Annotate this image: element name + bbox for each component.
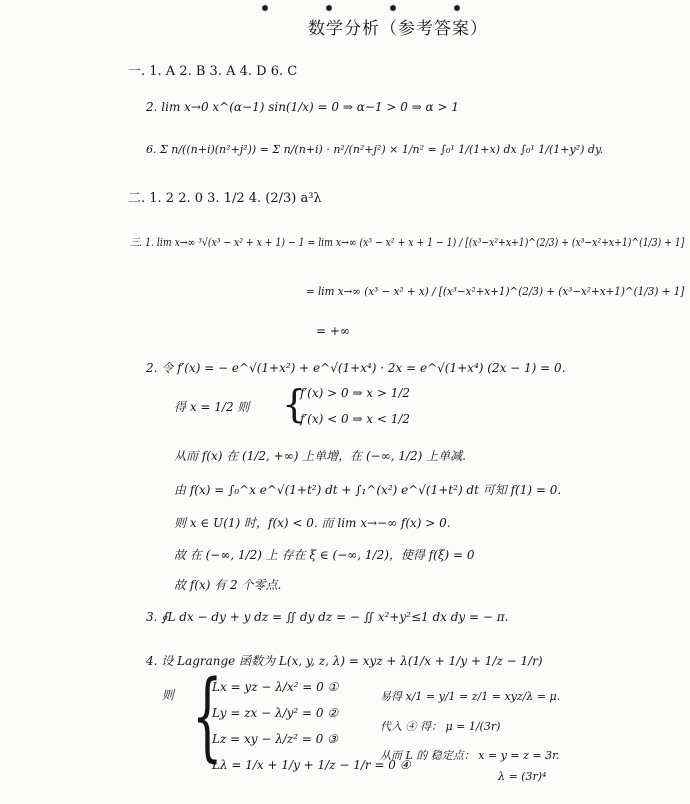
part3-q1-line2: = lim x→∞ (x³ − x² + x) / [(x³−x²+x+1)^(2/3) + (x³−x²+x+1)^(1/3) + 1]: [306, 285, 685, 298]
part3-q2-line2: 得 x = 1/2 则: [174, 400, 250, 414]
page-title: 数学分析（参考答案）: [308, 19, 488, 39]
part3-q2-line4: 由 f(x) = ∫₀^x e^√(1+t²) dt + ∫₁^(x²) e^√(1+t²) dt 可知 f(1) = 0.: [174, 483, 562, 497]
part3-q2-line7: 故 f(x) 有 2 个零点.: [174, 578, 282, 592]
case-brace: {: [282, 382, 307, 426]
system-brace: {: [192, 660, 223, 772]
part1-answers: 一. 1. A 2. B 3. A 4. D 6. C: [128, 64, 298, 79]
part1-q2: 2. lim x→0 x^(α−1) sin(1/x) = 0 ⇒ α−1 > 0 ⇒ α > 1: [146, 100, 459, 114]
torn-top-edge: [262, 0, 522, 4]
part3-q1-line1: 三. 1. lim x→∞ ³√(x³ − x² + x + 1) − 1 = lim x→∞ (x³ − x² + x + 1 − 1) / [(x³−x²+x+1)^(2/3) + (x³−x²+x+1)^(1/3) + 1]: [130, 236, 685, 249]
part3-q1-line3: = +∞: [316, 324, 350, 338]
part3-q4-then: 则: [162, 688, 175, 702]
part3-q2-line5: 则 x ∈ U(1) 时，f(x) < 0. 而 lim x→−∞ f(x) > 0.: [174, 516, 451, 530]
part2-answers: 二. 1. 2 2. 0 3. 1/2 4. (2/3) a³λ: [128, 191, 322, 206]
part3-q4-result1: 易得 x/1 = y/1 = z/1 = xyz/λ = μ.: [380, 690, 561, 703]
part3-q2-case1: f′(x) > 0 ⇒ x > 1/2: [300, 386, 411, 400]
part3-q4-eq4: Lλ = 1/x + 1/y + 1/z − 1/r = 0 ④: [212, 758, 411, 772]
part3-q4-eq3: Lz = xy − λ/z² = 0 ③: [212, 732, 338, 746]
part3-q4-result2: 代入 ④ 得： μ = 1/(3r): [380, 720, 501, 733]
part3-q4-eq1: Lx = yz − λ/x² = 0 ①: [212, 680, 339, 694]
part3-q4-eq2: Ly = zx − λ/y² = 0 ②: [212, 706, 339, 720]
part3-q3: 3. ∮L dx − dy + y dz = ∬ dy dz = − ∬ x²+y²≤1 dx dy = − π.: [146, 610, 509, 624]
part3-q4-result3: 从而 L 的 稳定点： x = y = z = 3r.: [380, 749, 560, 762]
part3-q4-line1: 4. 设 Lagrange 函数为 L(x, y, z, λ) = xyz + λ(1/x + 1/y + 1/z − 1/r): [146, 654, 543, 668]
part3-q2-case2: f′(x) < 0 ⇒ x < 1/2: [300, 412, 411, 426]
part3-q2-line6: 故 在 (−∞, 1/2) 上 存在 ξ ∈ (−∞, 1/2)，使得 f(ξ) = 0: [174, 548, 475, 562]
part3-q4-result4: λ = (3r)⁴: [498, 770, 547, 783]
part3-q2-line3: 从而 f(x) 在 (1/2, +∞) 上单增，在 (−∞, 1/2) 上单减.: [174, 449, 466, 463]
part1-q6: 6. Σ n/((n+i)(n²+j²)) = Σ n/(n+i) · n²/(n²+j²) × 1/n² = ∫₀¹ 1/(1+x) dx ∫₀¹ 1/(1+y²) dy.: [146, 143, 604, 156]
part3-q2-line1: 2. 令 f′(x) = − e^√(1+x²) + e^√(1+x⁴) · 2x = e^√(1+x⁴) (2x − 1) = 0.: [146, 361, 566, 375]
